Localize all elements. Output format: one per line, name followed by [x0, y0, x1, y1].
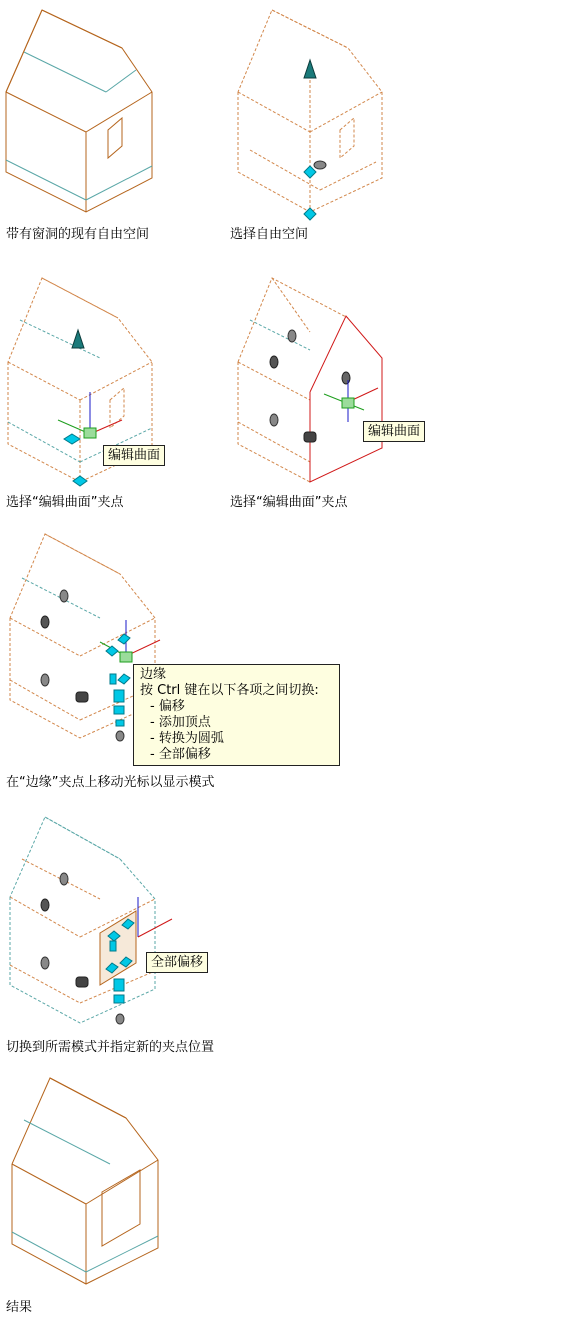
- grip-cyan-icon[interactable]: [118, 634, 130, 644]
- house-selected: [230, 0, 400, 225]
- tooltip-edge-modes: [133, 664, 340, 766]
- house-full-offset: [0, 815, 180, 1030]
- grip-cyan-icon[interactable]: [73, 476, 87, 486]
- caption-result: 结果: [6, 1300, 33, 1315]
- grip-grey-icon[interactable]: [116, 1014, 124, 1024]
- house-edit-face: [230, 272, 405, 492]
- grip-cyan-icon[interactable]: [106, 646, 118, 656]
- mode-full-offset: - 全部偏移: [150, 747, 211, 762]
- grip-cyan-icon[interactable]: [110, 674, 116, 684]
- grip-grey-icon[interactable]: [288, 330, 296, 342]
- arrow-grip-icon[interactable]: [304, 60, 316, 78]
- caption-edge-grip: 在“边缘”夹点上移动光标以显示模式: [6, 775, 215, 790]
- edge-grip-icon[interactable]: [120, 652, 132, 662]
- grip-dark-icon[interactable]: [76, 692, 88, 702]
- grip-cyan-icon[interactable]: [110, 941, 116, 951]
- tooltip-edit-surface: 编辑曲面: [103, 445, 165, 466]
- arrow-grip-icon[interactable]: [72, 330, 84, 348]
- mode-offset: - 偏移: [150, 699, 185, 714]
- house-result: [0, 1072, 175, 1292]
- house-original: [0, 0, 170, 220]
- caption-switch-mode: 切换到所需模式并指定新的夹点位置: [6, 1040, 215, 1055]
- grip-dark-icon[interactable]: [76, 977, 88, 987]
- tooltip-edge-title: 边缘: [140, 667, 167, 682]
- edit-surface-grip-icon[interactable]: [84, 428, 96, 438]
- grip-cyan-icon[interactable]: [114, 979, 124, 991]
- grip-cyan-icon[interactable]: [304, 166, 316, 178]
- tooltip-edge-hint: 按 Ctrl 键在以下各项之间切换:: [140, 683, 319, 698]
- caption-select-grip-1: 选择“编辑曲面”夹点: [6, 495, 124, 510]
- grip-grey-icon[interactable]: [314, 161, 326, 169]
- caption-select-space: 选择自由空间: [230, 227, 309, 242]
- grip-grey-icon[interactable]: [342, 372, 350, 384]
- grip-cyan-icon[interactable]: [114, 995, 124, 1003]
- mode-add-vertex: - 添加顶点: [150, 715, 211, 730]
- mode-convert-arc: - 转换为圆弧: [150, 731, 224, 746]
- caption-select-grip-2: 选择“编辑曲面”夹点: [230, 495, 348, 510]
- grip-grey-icon[interactable]: [41, 616, 49, 628]
- tooltip-edit-surface: 编辑曲面: [363, 421, 425, 442]
- grip-grey-icon[interactable]: [270, 356, 278, 368]
- edit-surface-grip-icon[interactable]: [342, 398, 354, 408]
- grip-grey-icon[interactable]: [116, 731, 124, 741]
- grip-grey-icon[interactable]: [41, 957, 49, 969]
- grip-cyan-icon[interactable]: [118, 674, 130, 684]
- grip-cyan-icon[interactable]: [114, 690, 124, 702]
- grip-grey-icon[interactable]: [270, 414, 278, 426]
- caption-existing-space: 带有窗洞的现有自由空间: [6, 227, 150, 242]
- grip-cyan-icon[interactable]: [116, 720, 124, 726]
- grip-grey-icon[interactable]: [60, 873, 68, 885]
- grip-dark-icon[interactable]: [304, 432, 316, 442]
- grip-cyan-icon[interactable]: [114, 706, 124, 714]
- grip-grey-icon[interactable]: [41, 674, 49, 686]
- grip-grey-icon[interactable]: [60, 590, 68, 602]
- grip-grey-icon[interactable]: [41, 899, 49, 911]
- tooltip-full-offset: 全部偏移: [146, 952, 208, 973]
- grip-cyan-icon[interactable]: [64, 434, 80, 444]
